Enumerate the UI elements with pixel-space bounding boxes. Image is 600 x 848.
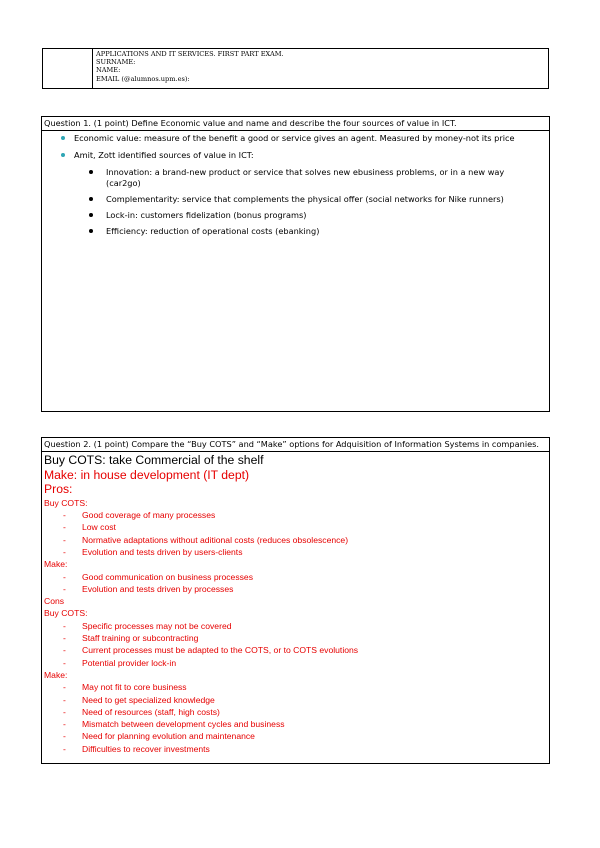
exam-header-table xyxy=(42,48,549,89)
list-item xyxy=(42,133,549,144)
cons-make-item: Need of resources (staff, high costs) xyxy=(82,706,220,717)
sources-of-value-intro: Amit, Zott identified sources of value in ICT: xyxy=(74,150,254,160)
pros-buy-item: Good coverage of many processes xyxy=(82,510,216,521)
dash-bullet: - xyxy=(63,522,66,533)
question-1-box xyxy=(41,116,550,412)
cons-make-item: Need to get specialized knowledge xyxy=(82,694,215,705)
dash-bullet: - xyxy=(63,571,66,582)
list-item xyxy=(44,706,547,718)
sources-of-value-list xyxy=(74,167,535,237)
black-bullet-icon xyxy=(89,197,93,201)
cons-buy-item: Specific processes may not be covered xyxy=(82,620,232,631)
question-2-answer xyxy=(42,452,549,756)
dash-bullet: - xyxy=(63,743,66,754)
header-exam-title: APPLICATIONS AND IT SERVICES. FIRST PART EXAM. xyxy=(96,50,284,58)
make-definition: Make: in house development (IT dept) xyxy=(44,467,250,482)
dash-bullet: - xyxy=(63,534,66,545)
cons-buy-item: Potential provider lock-in xyxy=(82,657,177,668)
pros-make-label: Make: xyxy=(44,559,68,570)
list-item xyxy=(74,194,535,205)
dash-bullet: - xyxy=(63,731,66,742)
list-item xyxy=(44,694,547,706)
header-info-cell xyxy=(96,50,546,83)
source-lock-in: Lock-in: customers fidelization (bonus programs) xyxy=(106,210,307,220)
pros-make-item: Evolution and tests driven by processes xyxy=(82,583,234,594)
teal-bullet-icon xyxy=(61,136,65,140)
dash-bullet: - xyxy=(63,694,66,705)
header-surname-field: SURNAME: xyxy=(96,58,136,67)
dash-bullet: - xyxy=(63,620,66,631)
pros-make-item: Good communication on business processes xyxy=(82,571,254,582)
list-item xyxy=(74,226,535,237)
dash-bullet: - xyxy=(63,510,66,521)
list-item xyxy=(44,657,547,669)
cons-make-item: Need for planning evolution and maintenance xyxy=(82,731,255,742)
dash-bullet: - xyxy=(63,645,66,656)
black-bullet-icon xyxy=(89,213,93,217)
list-item xyxy=(44,644,547,656)
pros-buy-label: Buy COTS: xyxy=(44,497,88,508)
header-email-field: EMAIL (@alumnos.upm.es): xyxy=(96,74,190,83)
list-item xyxy=(44,632,547,644)
cons-make-item: Difficulties to recover investments xyxy=(82,743,210,754)
pros-buy-item: Normative adaptations without aditional costs (reduces obsolescence) xyxy=(82,534,349,545)
cons-heading: Cons xyxy=(44,596,65,607)
list-item xyxy=(74,210,535,221)
cons-make-item: May not fit to core business xyxy=(82,682,187,693)
list-item xyxy=(44,571,547,583)
dash-bullet: - xyxy=(63,719,66,730)
list-item xyxy=(42,150,549,237)
source-complementarity: Complementarity: service that complements the physical offer (social networks for Nike runners) xyxy=(106,194,504,204)
list-item xyxy=(44,546,547,558)
list-item xyxy=(74,167,535,189)
question-1-answer-list xyxy=(42,133,549,237)
pros-heading: Pros: xyxy=(44,482,73,497)
pros-buy-item: Evolution and tests driven by users-clients xyxy=(82,546,243,557)
cons-make-item: Mismatch between development cycles and business xyxy=(82,719,285,730)
source-innovation: Innovation: a brand-new product or service that solves new ebusiness problems, or in a new way (car2go) xyxy=(106,167,505,188)
question-2-title: Question 2. (1 point) Compare the “Buy COTS” and “Make” options for Adquisition of Information Systems in companies. xyxy=(42,438,549,452)
cons-buy-item: Staff training or subcontracting xyxy=(82,633,199,644)
list-item xyxy=(44,509,547,521)
header-name-field: NAME: xyxy=(96,66,121,75)
dash-bullet: - xyxy=(63,682,66,693)
buy-cots-definition: Buy COTS: take Commercial of the shelf xyxy=(44,453,264,467)
pros-buy-item: Low cost xyxy=(82,522,116,533)
question-2-box xyxy=(41,437,550,764)
source-efficiency: Efficiency: reduction of operational costs (ebanking) xyxy=(106,226,320,236)
list-item xyxy=(44,583,547,595)
dash-bullet: - xyxy=(63,546,66,557)
dash-bullet: - xyxy=(63,657,66,668)
economic-value-definition: Economic value: measure of the benefit a good or service gives an agent. Measured by money-not its price xyxy=(74,133,515,143)
list-item xyxy=(44,620,547,632)
dash-bullet: - xyxy=(63,583,66,594)
black-bullet-icon xyxy=(89,229,93,233)
list-item xyxy=(44,534,547,546)
dash-bullet: - xyxy=(63,706,66,717)
list-item xyxy=(44,743,547,755)
dash-bullet: - xyxy=(63,633,66,644)
list-item xyxy=(44,718,547,730)
cons-buy-item: Current processes must be adapted to the COTS, or to COTS evolutions xyxy=(82,645,359,656)
list-item xyxy=(44,730,547,742)
black-bullet-icon xyxy=(89,170,93,174)
cons-make-label: Make: xyxy=(44,669,68,680)
list-item xyxy=(44,521,547,533)
teal-bullet-icon xyxy=(61,153,65,157)
list-item xyxy=(44,681,547,693)
header-blank-cell xyxy=(43,49,93,88)
cons-buy-label: Buy COTS: xyxy=(44,608,88,619)
question-1-title: Question 1. (1 point) Define Economic value and name and describe the four sources of value in ICT. xyxy=(42,117,549,131)
